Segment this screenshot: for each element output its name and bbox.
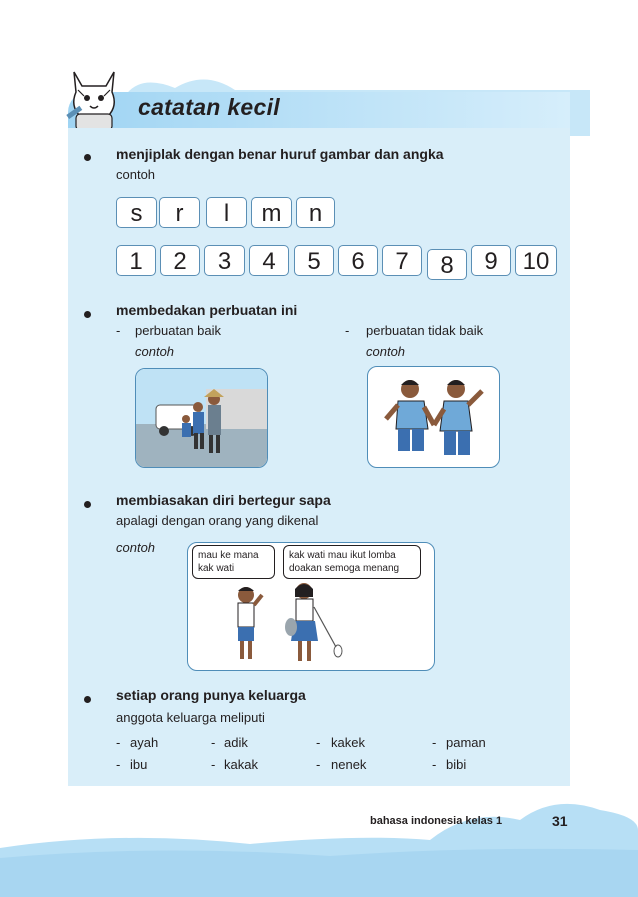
dash: - xyxy=(345,323,350,338)
family-member: kakak xyxy=(224,757,258,772)
bubble-line: doakan semoga menang xyxy=(289,563,400,574)
good-example-label: contoh xyxy=(135,344,175,359)
family-member: bibi xyxy=(446,757,467,772)
number-box: 1 xyxy=(116,245,156,276)
page-number: 31 xyxy=(552,813,568,829)
section1-heading: menjiplak dengan benar huruf gambar dan angka xyxy=(116,146,444,162)
family-member: adik xyxy=(224,735,248,750)
section4-subtext: anggota keluarga meliputi xyxy=(116,710,265,725)
letter-box: m xyxy=(251,197,292,228)
dash: - xyxy=(116,735,121,750)
book-title: bahasa indonesia kelas 1 xyxy=(370,815,503,827)
letter-box: r xyxy=(159,197,200,228)
cloud-footer-decoration xyxy=(0,800,638,897)
bad-example-label: contoh xyxy=(366,344,406,359)
bullet xyxy=(84,154,91,161)
good-deed-label: perbuatan baik xyxy=(135,323,222,338)
bullet xyxy=(84,696,91,703)
section3-subtext: apalagi dengan orang yang dikenal xyxy=(116,513,319,528)
bad-deed-label: perbuatan tidak baik xyxy=(366,323,484,338)
cat-mascot-icon xyxy=(62,66,126,132)
number-box: 6 xyxy=(338,245,378,276)
dash: - xyxy=(316,757,321,772)
section1-example-label: contoh xyxy=(116,167,156,182)
dash: - xyxy=(432,757,437,772)
number-box: 3 xyxy=(204,245,245,276)
family-member: nenek xyxy=(331,757,367,772)
section3-heading: membiasakan diri bertegur sapa xyxy=(116,492,331,508)
number-box: 2 xyxy=(160,245,200,276)
letter-box: s xyxy=(116,197,157,228)
dash: - xyxy=(211,735,216,750)
family-member: ayah xyxy=(130,735,159,750)
number-box: 5 xyxy=(294,245,334,276)
number-box: 4 xyxy=(249,245,289,276)
dash: - xyxy=(116,757,121,772)
number-box: 8 xyxy=(427,249,467,280)
letter-box: n xyxy=(296,197,335,228)
section3-example-label: contoh xyxy=(116,540,156,555)
family-member: ibu xyxy=(130,757,148,772)
page-title: catatan kecil xyxy=(138,94,280,120)
number-box: 10 xyxy=(515,245,557,276)
section2-heading: membedakan perbuatan ini xyxy=(116,302,298,318)
letter-box: l xyxy=(206,197,247,228)
bad-deed-illustration xyxy=(367,366,500,468)
bullet xyxy=(84,311,91,318)
dash: - xyxy=(116,323,121,338)
speech-bubble-girl xyxy=(283,545,421,579)
speech-bubble-boy xyxy=(192,545,275,579)
bubble-line: mau ke mana xyxy=(198,550,259,561)
family-member: kakek xyxy=(331,735,365,750)
dash: - xyxy=(211,757,216,772)
number-box: 9 xyxy=(471,245,511,276)
number-box: 7 xyxy=(382,245,422,276)
bubble-line: kak wati xyxy=(198,563,235,574)
section4-heading: setiap orang punya keluarga xyxy=(116,687,306,703)
dash: - xyxy=(432,735,437,750)
bullet xyxy=(84,501,91,508)
bubble-line: kak wati mau ikut lomba xyxy=(289,550,396,561)
good-deed-illustration xyxy=(135,368,268,468)
family-member: paman xyxy=(446,735,486,750)
dash: - xyxy=(316,735,321,750)
